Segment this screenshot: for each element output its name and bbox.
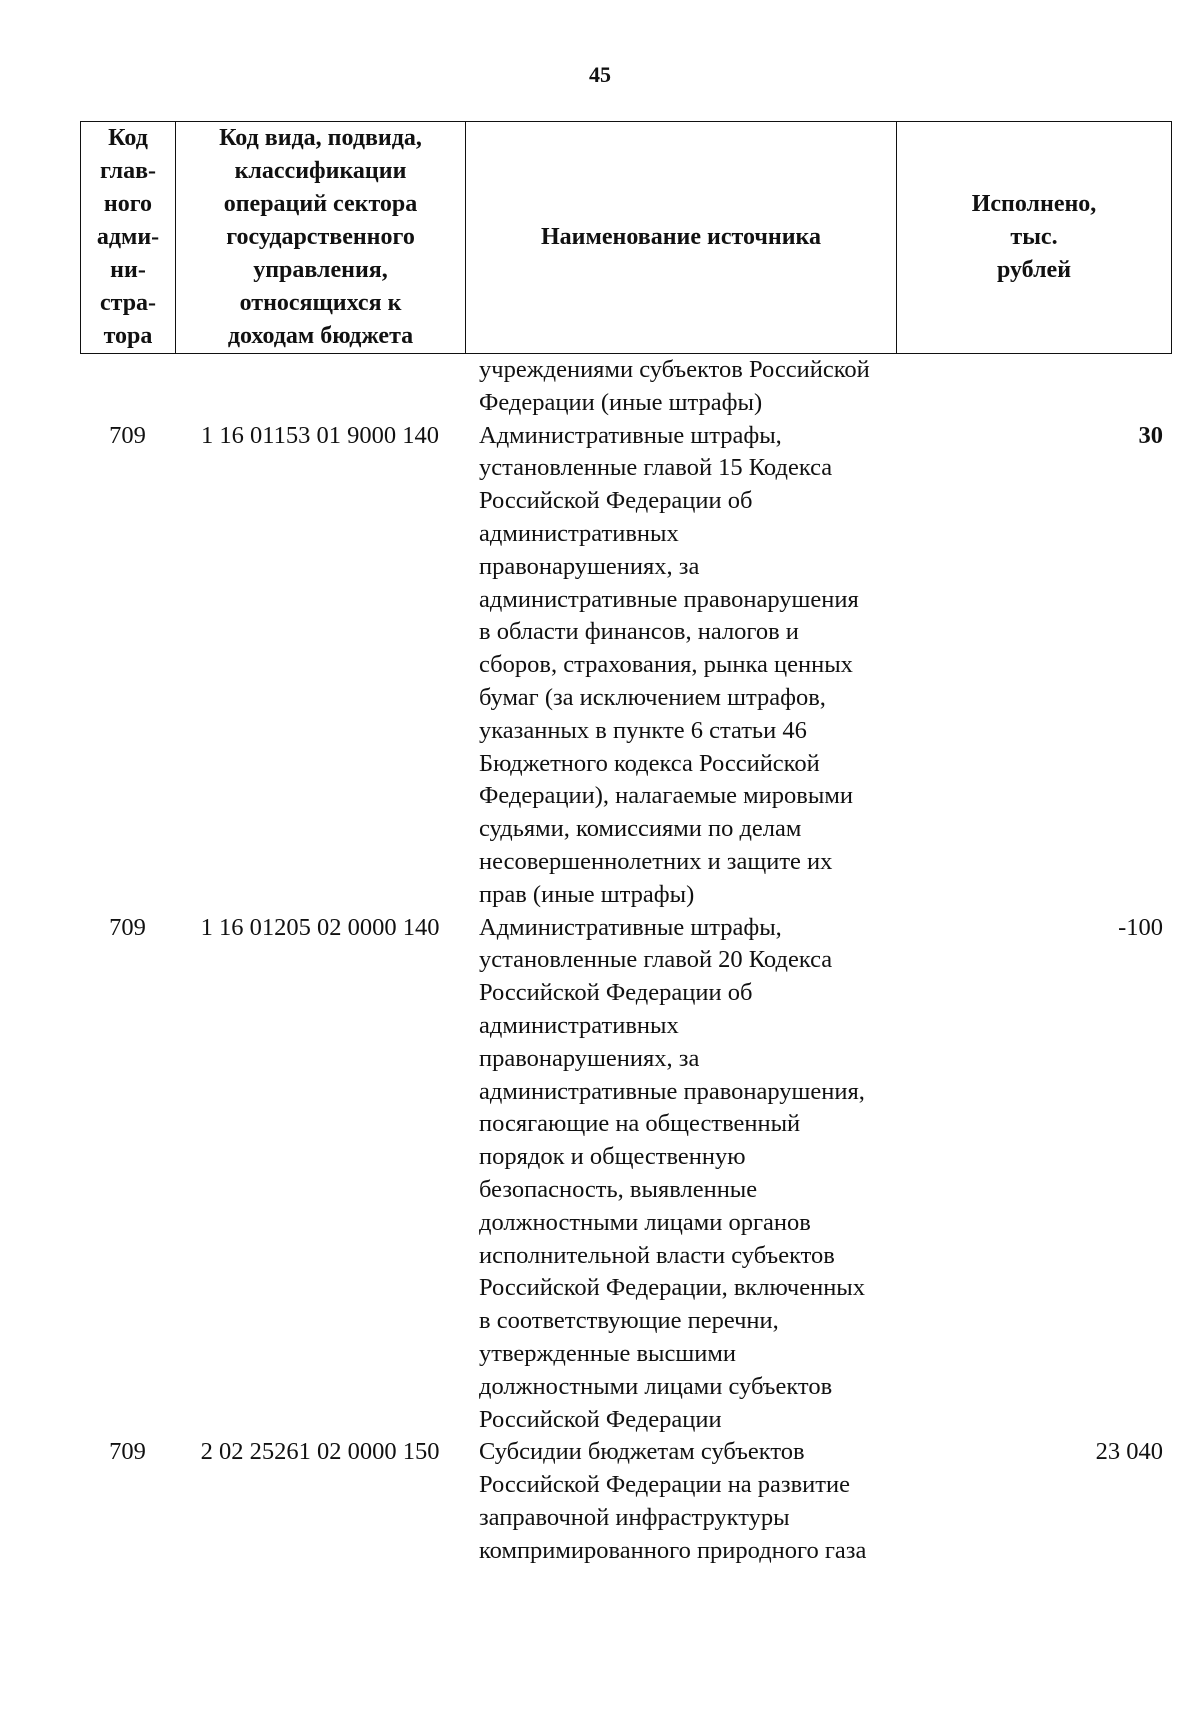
source-name-cell: Административные штрафы, установленные главой 20 Кодекса Российской Федерации об административных правонарушениях, за административные правонарушения, посягающие на общественный порядок и общественную безопасность, выявленные должностными лицами органов исполнительной власти субъектов Российской Федерации, включенных в соответствующие перечни, утвержденные высшими должностными лицами субъектов Российской Федерации [479, 913, 866, 1433]
classification-code-cell: 1 16 01153 01 9000 140 [201, 421, 439, 449]
page-number: 45 [589, 62, 611, 87]
header-executed [897, 122, 1172, 354]
table-row [80, 912, 1171, 1437]
classification-code-cell: 1 16 01205 02 0000 140 [200, 913, 440, 941]
table-header [80, 121, 1172, 354]
admin-code-cell [80, 354, 175, 420]
table-row [80, 1436, 1171, 1567]
admin-code-cell: 709 [109, 421, 146, 449]
header-admin-code [81, 122, 176, 354]
header-source-name-label: Наименование источника [541, 224, 821, 250]
table-body [80, 354, 1171, 1567]
amount-cell [896, 354, 1171, 420]
amount-cell: -100 [1118, 913, 1163, 941]
admin-code-cell: 709 [109, 913, 146, 941]
header-admin-code-label: Код глав- ного адми- ни- стра- тора [96, 125, 160, 349]
header-source-name [466, 122, 897, 354]
header-classification-code [176, 122, 466, 354]
header-classification-code-label: Код вида, подвида, классификации операций сектора государственного управления, относящихся к доходам бюджета [219, 125, 422, 349]
table-row [80, 420, 1171, 912]
classification-code-cell: 2 02 25261 02 0000 150 [200, 1438, 440, 1466]
source-name-cell: учреждениями субъектов Российской Федерации (иные штрафы) [479, 356, 870, 416]
table-row [80, 354, 1171, 420]
source-name-cell: Административные штрафы, установленные главой 15 Кодекса Российской Федерации об административных правонарушениях, за административные правонарушения в области финансов, налогов и сборов, страхования, рынка ценных бумаг (за исключением штрафов, указанных в пункте 6 статьи 46 Бюджетного кодекса Российской Федерации), налагаемые мировыми судьями, комиссиями по делам несовершеннолетних и защите их прав (иные штрафы) [479, 421, 859, 908]
admin-code-cell: 709 [109, 1438, 146, 1466]
amount-cell: 23 040 [1095, 1438, 1163, 1466]
amount-cell: 30 [1138, 421, 1163, 449]
source-name-cell: Субсидии бюджетам субъектов Российской Федерации на развитие заправочной инфраструктуры компримированного природного газа [479, 1438, 867, 1564]
classification-code-cell [175, 354, 465, 420]
header-executed-label: Исполнено, тыс. рублей [971, 191, 1097, 283]
